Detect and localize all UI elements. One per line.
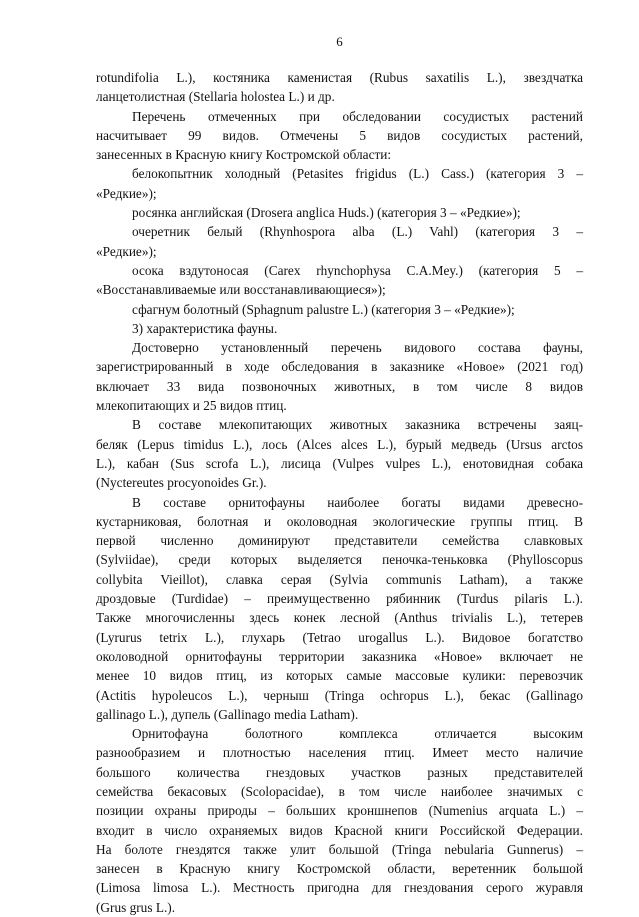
document-page: [96, 34, 583, 917]
text-line: «Редкие»);: [96, 243, 157, 259]
text-line: кустарниковая, болотная и околоводная экологические группы птиц. В: [96, 513, 583, 529]
text-line: L.), кабан (Sus scrofa L.), лисица (Vulpes vulpes L.), енотовидная собака: [96, 455, 583, 471]
text-line: околоводной орнитофауны территории заказника «Новое» включает не: [96, 648, 583, 664]
paragraph: [96, 222, 583, 261]
paragraph: [96, 164, 583, 203]
text-line: сфагнум болотный (Sphagnum palustre L.) (категория 3 – «Редкие»);: [132, 301, 515, 317]
text-line: (Sylviidae), среди которых выделяется пеночка-теньковка (Phylloscopus: [96, 552, 583, 568]
text-line: беляк (Lepus timidus L.), лось (Alces alces L.), бурый медведь (Ursus arctos: [96, 436, 583, 452]
text-line: rotundifolia L.), костяника каменистая (Rubus saxatilis L.), звездчатка: [96, 70, 583, 85]
text-line: Также многочисленны здесь конек лесной (Anthus trivialis L.), тетерев: [96, 610, 583, 626]
text-line: входит в число охраняемых видов Красной книги Российской Федерации.: [96, 822, 583, 838]
paragraph: [96, 261, 583, 300]
text-line: позиции охраны природы – больших кроншнепов (Numenius arquata L.) –: [96, 803, 583, 819]
document-body: [96, 68, 583, 917]
text-line: включает 33 вида позвоночных животных, в том числе 8 видов: [96, 378, 583, 394]
text-line: белокопытник холодный (Petasites frigidus (L.) Cass.) (категория 3 –: [132, 166, 583, 182]
page-number: 6: [336, 34, 343, 49]
text-line: gallinago L.), дупель (Gallinago media Latham).: [96, 706, 359, 722]
paragraph: [96, 107, 583, 165]
text-line: Перечень отмеченных при обследовании сосудистых растений: [132, 108, 583, 124]
text-line: зарегистрированный в ходе обследования в заказнике «Новое» (2021 год): [96, 359, 583, 375]
text-line: На болоте гнездятся также улит большой (Tringa nebularia Gunnerus) –: [96, 841, 583, 857]
text-line: Достоверно установленный перечень видового состава фауны,: [132, 340, 583, 356]
paragraph: [96, 68, 583, 107]
text-line: (Lyrurus tetrix L.), глухарь (Tetrao urogallus L.). Видовое богатство: [96, 629, 583, 645]
paragraph: [96, 338, 583, 415]
text-line: «Восстанавливаемые или восстанавливающиеся»);: [96, 282, 386, 298]
paragraph: [96, 493, 583, 725]
text-line: занесенных в Красную книгу Костромской области:: [96, 147, 392, 163]
paragraph: [96, 724, 583, 917]
text-line: (Grus grus L.).: [96, 899, 176, 915]
text-line: семейства бекасовых (Scolopacidae), в том числе наиболее значимых с: [96, 783, 583, 799]
text-line: дроздовые (Turdidae) – преимущественно рябинник (Turdus pilaris L.).: [96, 591, 583, 607]
text-line: большого количества гнездовых участков разных представителей: [96, 764, 583, 780]
paragraph: [96, 300, 583, 319]
text-line: «Редкие»);: [96, 185, 157, 201]
text-line: первой численно доминируют представители семейства славковых: [96, 533, 583, 549]
text-line: collybita Vieillot), славка серая (Sylvia communis Latham), а также: [96, 571, 583, 587]
paragraph: [96, 415, 583, 492]
text-line: В составе млекопитающих животных заказника встречены заяц-: [132, 417, 583, 433]
paragraph: [96, 319, 583, 338]
text-line: (Limosa limosa L.). Местность пригодна для гнездования серого журавля: [96, 880, 583, 896]
text-line: разнообразием и плотностью населения птиц. Имеет место наличие: [96, 745, 583, 761]
text-line: росянка английская (Drosera anglica Huds.) (категория 3 – «Редкие»);: [132, 205, 521, 221]
text-line: В составе орнитофауны наиболее богаты видами древесно-: [132, 494, 583, 510]
text-line: менее 10 видов птиц, из которых самые массовые кулики: перевозчик: [96, 668, 583, 684]
text-line: (Actitis hypoleucos L.), черныш (Tringa ochropus L.), бекас (Gallinago: [96, 687, 583, 703]
paragraph: [96, 203, 583, 222]
text-line: млекопитающих и 25 видов птиц.: [96, 398, 287, 414]
text-line: очеретник белый (Rhynhospora alba (L.) Vahl) (категория 3 –: [132, 224, 583, 240]
text-line: насчитывает 99 видов. Отмечены 5 видов сосудистых растений,: [96, 127, 583, 143]
text-line: Орнитофауна болотного комплекса отличается высоким: [132, 726, 583, 742]
text-line: 3) характеристика фауны.: [132, 320, 278, 336]
text-line: (Nyctereutes procyonoides Gr.).: [96, 475, 267, 491]
text-line: ланцетолистная (Stellaria holostea L.) и др.: [96, 89, 335, 105]
text-line: занесен в Красную книгу Костромской области, веретенник большой: [96, 861, 583, 877]
text-line: осока вздутоносая (Carex rhynchophysa C.A.Mey.) (категория 5 –: [132, 262, 583, 278]
